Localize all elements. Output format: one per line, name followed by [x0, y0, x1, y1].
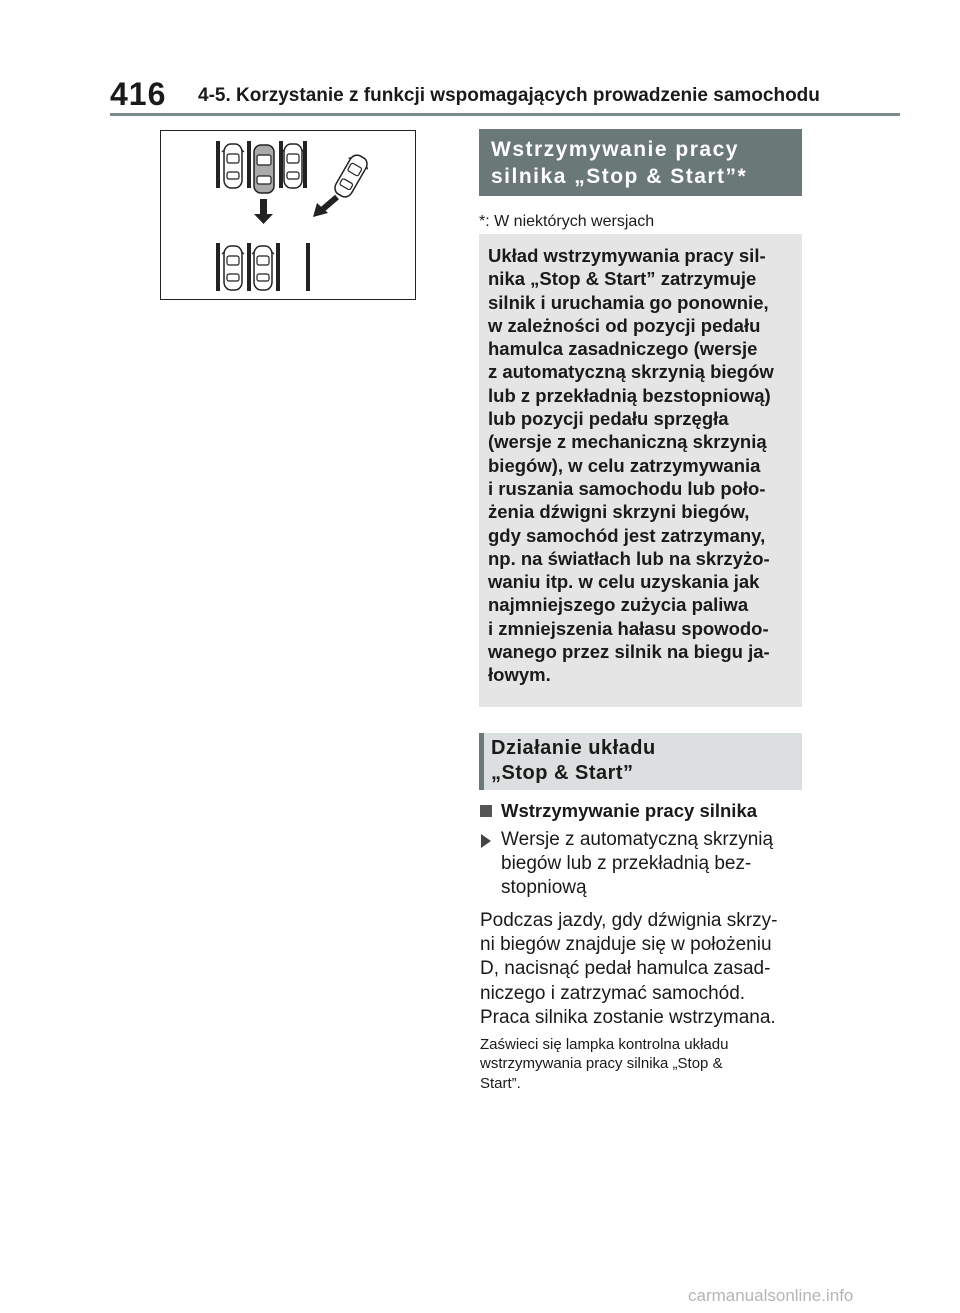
summary-box [479, 234, 802, 707]
section-title-line: Wstrzymywanie pracy [491, 138, 739, 161]
body-line: Podczas jazdy, gdy dźwignia skrzy- [480, 910, 778, 931]
summary-line: i ruszania samochodu lub poło- [488, 477, 766, 499]
summary-line: waniu itp. w celu uzyskania jak [488, 571, 760, 593]
summary-line: np. na światłach lub na skrzyżo- [488, 547, 770, 569]
summary-line: z automatyczną skrzynią biegów [488, 361, 774, 383]
diagonal-arrow-icon [313, 197, 337, 217]
summary-line: hamulca zasadniczego (wersje [488, 338, 758, 360]
summary-line: Układ wstrzymywania pracy sil- [488, 245, 766, 266]
note-line: Zaświeci się lampka kontrolna układu [480, 1036, 729, 1053]
body-line: niczego i zatrzymać samochód. [480, 982, 746, 1004]
down-arrow-icon [254, 199, 273, 224]
summary-line: najmniejszego zużycia paliwa [488, 594, 749, 616]
note-paragraph [480, 1035, 800, 1093]
header-divider [110, 113, 900, 116]
triangle-bullet-icon [481, 834, 491, 848]
subheading [480, 799, 803, 823]
list-item-line: Wersje z automatyczną skrzynią [501, 829, 774, 850]
section-title-line: Działanie układu [491, 737, 656, 759]
summary-line: łowym. [488, 664, 551, 686]
parked-cars-illustration [161, 131, 417, 301]
summary-line: (wersje z mechaniczną skrzynią [488, 431, 767, 453]
summary-line: lub pozycji pedału sprzęgła [488, 408, 729, 430]
body-line: D, nacisnąć pedał hamulca zasad- [480, 958, 771, 980]
footnote: *: W niektórych wersjach [479, 213, 655, 230]
summary-line: silnik i uruchamia go ponownie, [488, 291, 769, 313]
body-paragraph [480, 909, 803, 1030]
watermark: carmanualsonline.info [688, 1286, 854, 1305]
subheading-text: Wstrzymywanie pracy silnika [501, 800, 758, 821]
summary-line: gdy samochód jest zatrzymany, [488, 524, 766, 546]
header-accent-bar [479, 733, 484, 790]
list-item [481, 828, 801, 900]
summary-line: lub z przekładnią bezstopniową) [488, 384, 771, 406]
summary-line: w zależności od pozycji pedału [488, 314, 761, 336]
body-line: Praca silnika zostanie wstrzymana. [480, 1006, 776, 1028]
list-item-line: stopniową [501, 877, 587, 898]
list-item-line: biegów lub z przekładnią bez- [501, 853, 752, 874]
square-bullet-icon [480, 805, 492, 817]
note-line: wstrzymywania pracy silnika „Stop & [480, 1055, 723, 1073]
section-header-operation [479, 733, 802, 790]
section-header-stop-start [479, 129, 802, 196]
section-title-line: silnika „Stop & Start”* [491, 165, 748, 188]
list-item-text [501, 828, 781, 900]
note-line: Start”. [480, 1074, 521, 1092]
summary-line: żenia dźwigni skrzyni biegów, [488, 501, 750, 523]
chapter-title: 4-5. Korzystanie z funkcji wspomagających prowadzenie samochodu [198, 85, 820, 106]
section-title-line: „Stop & Start” [491, 762, 634, 784]
body-line: ni biegów znajduje się w położeniu [480, 934, 772, 956]
summary-line: nika „Stop & Start” zatrzymuje [488, 268, 757, 290]
summary-line: wanego przez silnik na biegu ja- [488, 641, 770, 663]
summary-line: i zmniejszenia hałasu spowodo- [488, 617, 769, 639]
parking-figure [160, 130, 416, 300]
summary-line: biegów), w celu zatrzymywania [488, 454, 761, 476]
page-number: 416 [110, 76, 167, 112]
